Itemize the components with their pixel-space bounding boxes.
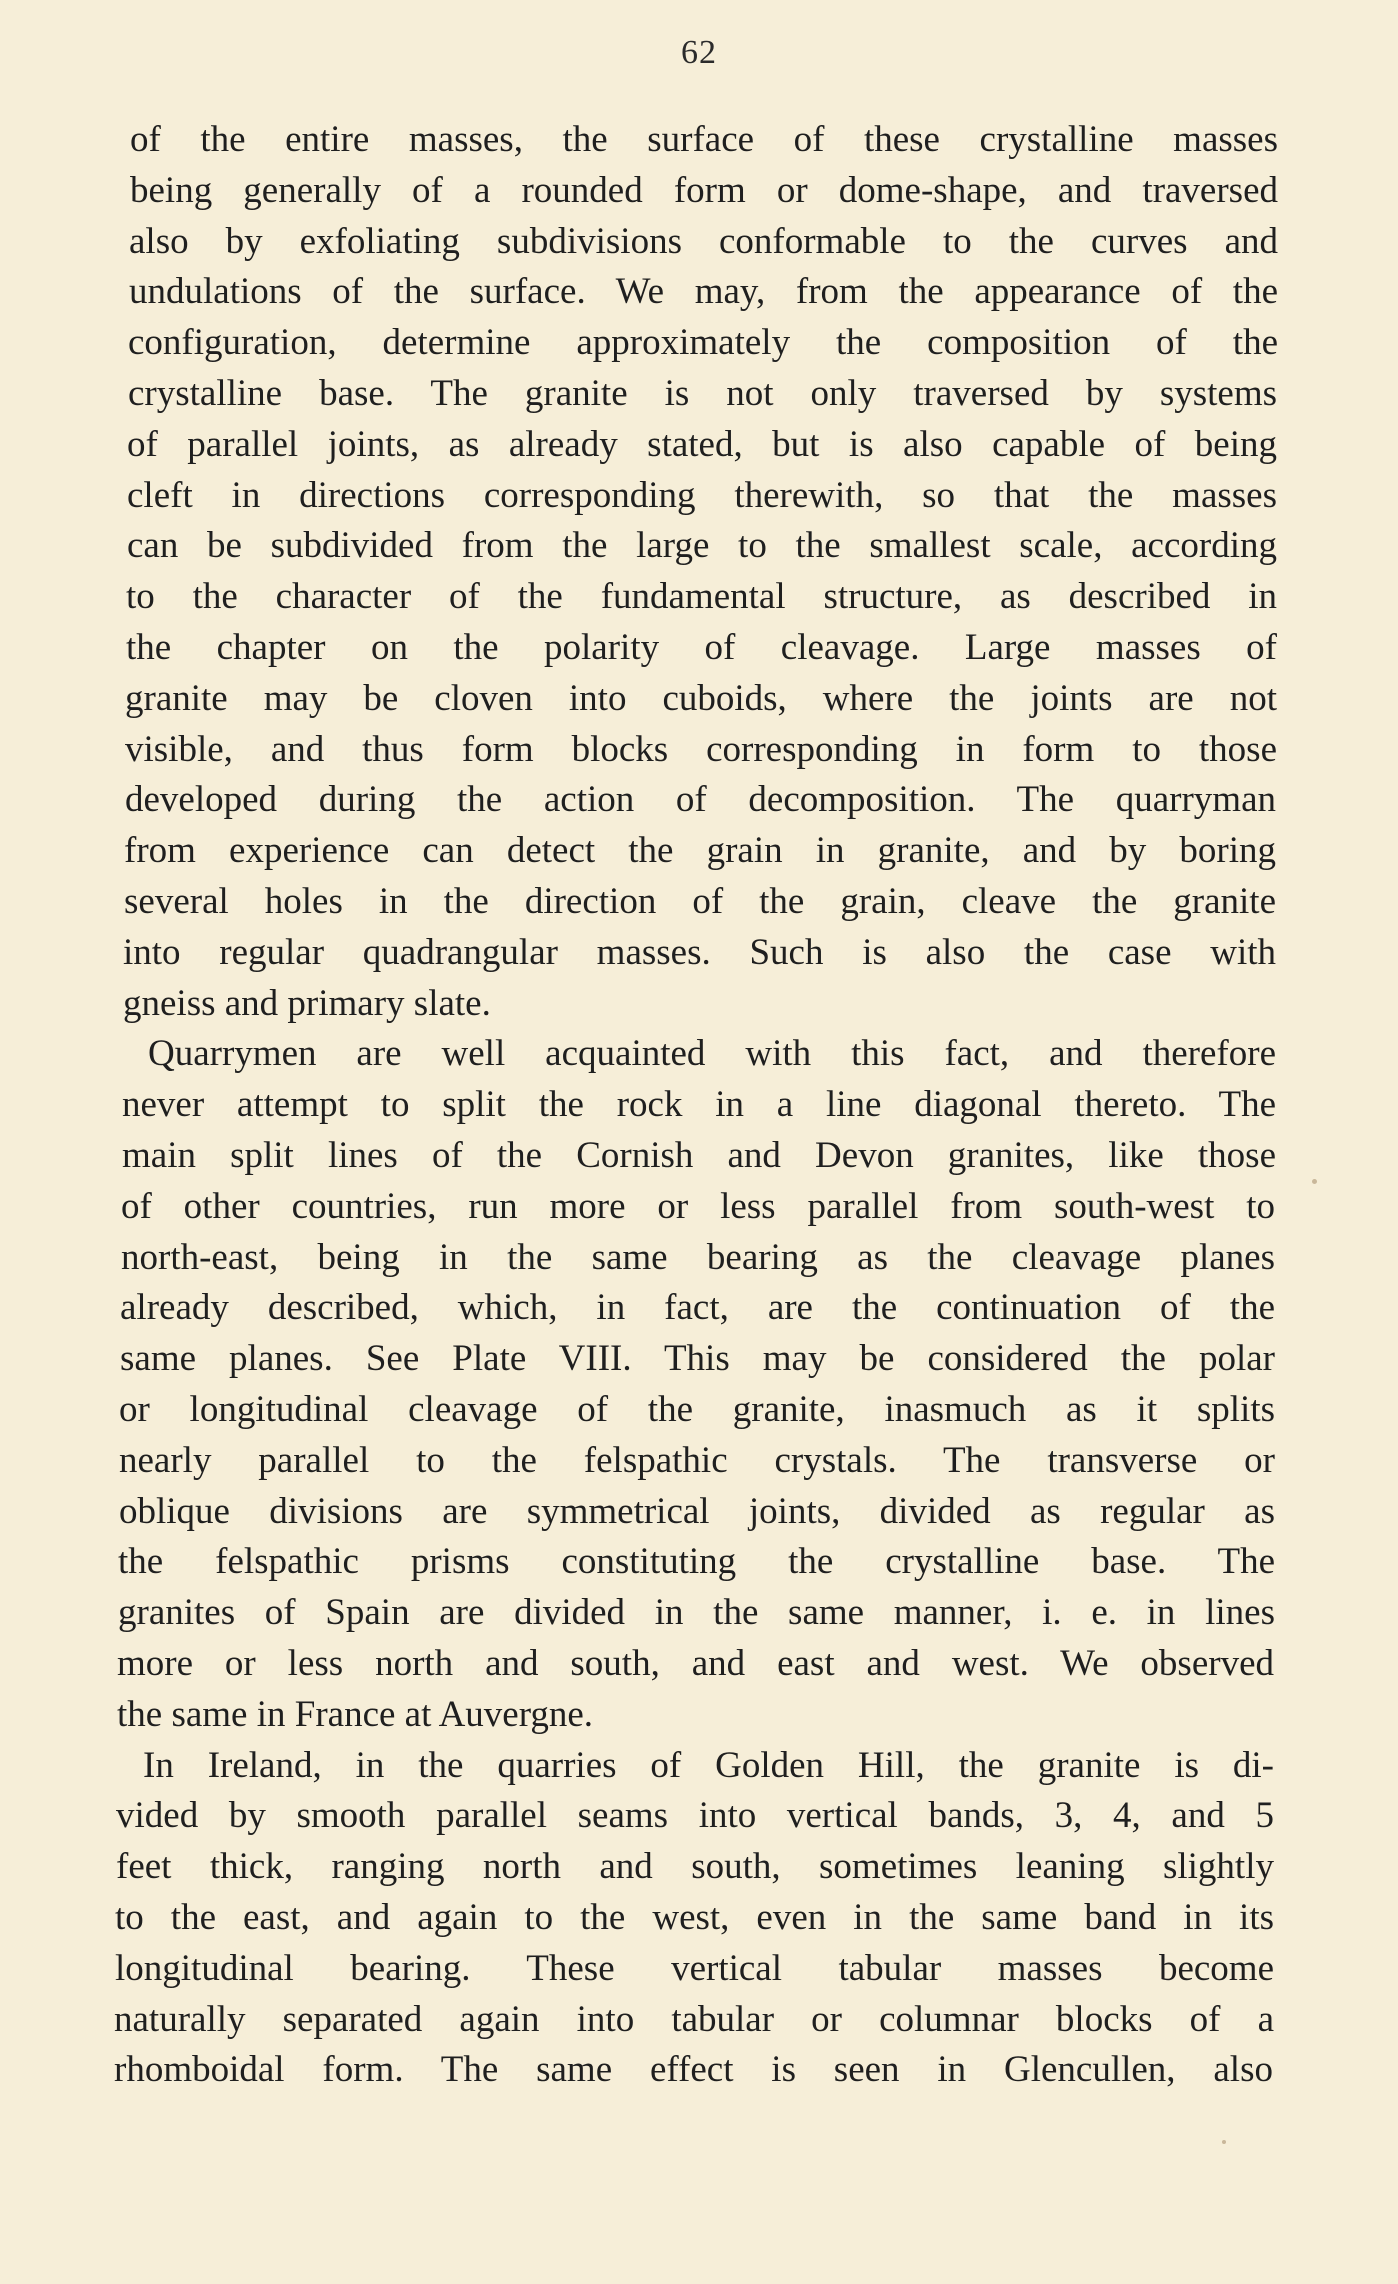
text-line: developed during the action of decomposition. The quarryman	[125, 779, 1276, 820]
paper-speck	[1222, 2140, 1226, 2144]
text-line: the same in France at Auvergne.	[117, 1694, 594, 1735]
text-line: undulations of the surface. We may, from the appearance of the	[129, 271, 1278, 312]
text-line: from experience can detect the grain in granite, and by boring	[124, 830, 1276, 871]
paper-speck	[1312, 1179, 1317, 1184]
text-line: into regular quadrangular masses. Such is also the case with	[123, 932, 1276, 973]
text-line: more or less north and south, and east and west. We observed	[117, 1643, 1274, 1684]
text-line: gneiss and primary slate.	[123, 983, 491, 1024]
page-number: 62	[681, 34, 717, 71]
text-line: several holes in the direction of the grain, cleave the granite	[124, 881, 1276, 922]
text-line: of parallel joints, as already stated, but is also capable of being	[127, 424, 1277, 465]
text-line: never attempt to split the rock in a line diagonal thereto. The	[122, 1084, 1276, 1125]
text-line: oblique divisions are symmetrical joints, divided as regular as	[119, 1491, 1275, 1532]
text-line: cleft in directions corresponding therewith, so that the masses	[127, 475, 1277, 516]
text-line: rhomboidal form. The same effect is seen in Glencullen, also	[114, 2049, 1273, 2090]
text-line: can be subdivided from the large to the smallest scale, according	[127, 525, 1277, 566]
text-line: Quarrymen are well acquainted with this fact, and therefore	[148, 1033, 1276, 1074]
text-line: or longitudinal cleavage of the granite, inasmuch as it splits	[119, 1389, 1275, 1430]
text-line: same planes. See Plate VIII. This may be considered the polar	[120, 1338, 1275, 1379]
text-line: to the east, and again to the west, even in the same band in its	[115, 1897, 1274, 1938]
text-line: feet thick, ranging north and south, sometimes leaning slightly	[116, 1846, 1274, 1887]
text-line: granites of Spain are divided in the same manner, i. e. in lines	[118, 1592, 1275, 1633]
text-line: longitudinal bearing. These vertical tabular masses become	[115, 1948, 1274, 1989]
text-line: being generally of a rounded form or dome-shape, and traversed	[130, 170, 1278, 211]
text-line: main split lines of the Cornish and Devon granites, like those	[122, 1135, 1276, 1176]
text-line: of the entire masses, the surface of these crystalline masses	[130, 119, 1278, 160]
text-line: granite may be cloven into cuboids, where the joints are not	[125, 678, 1277, 719]
text-line: crystalline base. The granite is not only traversed by systems	[128, 373, 1277, 414]
text-line: visible, and thus form blocks corresponding in form to those	[125, 729, 1277, 770]
text-line: the chapter on the polarity of cleavage. Large masses of	[126, 627, 1277, 668]
text-line: of other countries, run more or less parallel from south-west to	[121, 1186, 1275, 1227]
text-line: naturally separated again into tabular or columnar blocks of a	[114, 1999, 1274, 2040]
text-line: In Ireland, in the quarries of Golden Hill, the granite is di-	[143, 1745, 1274, 1786]
text-line: already described, which, in fact, are the continuation of the	[120, 1287, 1275, 1328]
text-line: configuration, determine approximately the composition of the	[128, 322, 1278, 363]
text-line: north-east, being in the same bearing as the cleavage planes	[121, 1237, 1275, 1278]
text-line: vided by smooth parallel seams into vertical bands, 3, 4, and 5	[116, 1795, 1274, 1836]
text-line: also by exfoliating subdivisions conformable to the curves and	[129, 221, 1278, 262]
text-line: nearly parallel to the felspathic crystals. The transverse or	[119, 1440, 1275, 1481]
text-line: the felspathic prisms constituting the crystalline base. The	[118, 1541, 1275, 1582]
text-line: to the character of the fundamental structure, as described in	[126, 576, 1277, 617]
